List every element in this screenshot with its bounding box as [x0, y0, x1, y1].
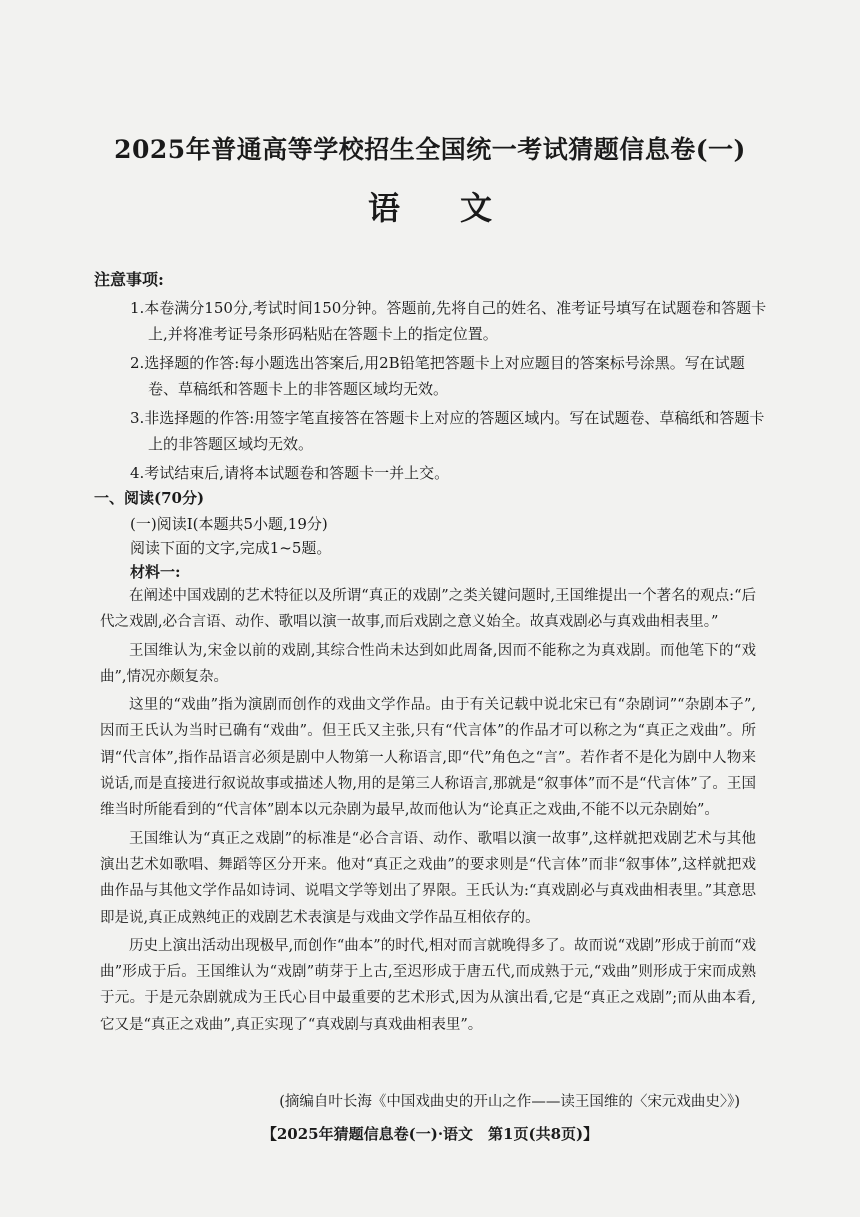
passage-paragraph: 历史上演出活动出现极早,而创作“曲本”的时代,相对而言就晚得多了。故而说“戏剧”形成于前而“戏曲”形成于后。王国维认为“戏剧”萌芽于上古,至迟形成于唐五代,而成熟于元,“戏曲”则形成于宋而成熟于元。于是元杂剧就成为王氏心目中最重要的艺术形式,因为从演出看,它是“真正之戏剧”;而从曲本看,它又是“真正之戏曲”,真正实现了“真戏剧与真戏曲相表里”。	[100, 937, 756, 1033]
passage-paragraph: 在阐述中国戏剧的艺术特征以及所谓“真正的戏剧”之类关键问题时,王国维提出一个著名的观点:“后代之戏剧,必合言语、动作、歌唱以演一故事,而后戏剧之意义始全。故真戏剧必与真戏曲相表里。”	[100, 588, 756, 631]
note-item: 3.非选择题的作答:用签字笔直接答在答题卡上对应的答题区域内。写在试题卷、草稿纸和答题卡上的非答题区域均无效。	[130, 409, 765, 453]
note-item: 1.本卷满分150分,考试时间150分钟。答题前,先将自己的姓名、准考证号填写在试题卷和答题卡上,并将准考证号条形码粘贴在答题卡上的指定位置。	[130, 299, 767, 343]
reading-instruction: 阅读下面的文字,完成1~5题。	[130, 539, 332, 557]
note-item: 4.考试结束后,请将本试题卷和答题卡一并上交。	[130, 464, 450, 482]
reading-passage	[100, 583, 756, 1040]
exam-title: 2025年普通高等学校招生全国统一考试猜题信息卷(一)	[114, 135, 746, 164]
sub-section-heading: (一)阅读Ⅰ(本题共5小题,19分)	[130, 515, 328, 533]
source-citation: (摘编自叶长海《中国戏曲史的开山之作——读王国维的〈宋元戏曲史〉》)	[279, 1094, 740, 1110]
subject-title: 语文	[367, 189, 552, 227]
material-label: 材料一:	[130, 563, 181, 581]
passage-paragraph: 这里的“戏曲”指为演剧而创作的戏曲文学作品。由于有关记载中说北宋已有“杂剧词”“杂剧本子”,因而王氏认为当时已确有“戏曲”。但王氏又主张,只有“代言体”的作品才可以称之为“真正之戏曲”。所谓“代言体”,指作品语言必须是剧中人物第一人称语言,即“代”角色之“言”。若作者不是化为剧中人物来说话,而是直接进行叙说故事或描述人物,用的是第三人称语言,那就是“叙事体”而不是“代言体”了。王国维当时所能看到的“代言体”剧本以元杂剧为最早,故而他认为“论真正之戏曲,不能不以元杂剧始”。	[100, 697, 756, 819]
section-heading: 一、阅读(70分)	[94, 489, 205, 507]
notes-heading: 注意事项:	[94, 270, 164, 289]
page-footer: 【2025年猜题信息卷(一)·语文 第1页(共8页)】	[261, 1125, 599, 1143]
note-item: 2.选择题的作答:每小题选出答案后,用2B铅笔把答题卡上对应题目的答案标号涂黑。写在试题卷、草稿纸和答题卡上的非答题区域均无效。	[130, 354, 745, 398]
passage-paragraph: 王国维认为“真正之戏剧”的标准是“必合言语、动作、歌唱以演一故事”,这样就把戏剧艺术与其他演出艺术如歌唱、舞蹈等区分开来。他对“真正之戏曲”的要求则是“代言体”而非“叙事体”,这样就把戏曲作品与其他文学作品如诗词、说唱文学等划出了界限。王氏认为:“真戏剧必与真戏曲相表里。”其意思即是说,真正成熟纯正的戏剧艺术表演是与戏曲文学作品互相依存的。	[100, 830, 756, 926]
passage-paragraph: 王国维认为,宋金以前的戏剧,其综合性尚未达到如此周备,因而不能称之为真戏剧。而他笔下的“戏曲”,情况亦颇复杂。	[100, 642, 756, 685]
notes-list	[130, 295, 770, 489]
